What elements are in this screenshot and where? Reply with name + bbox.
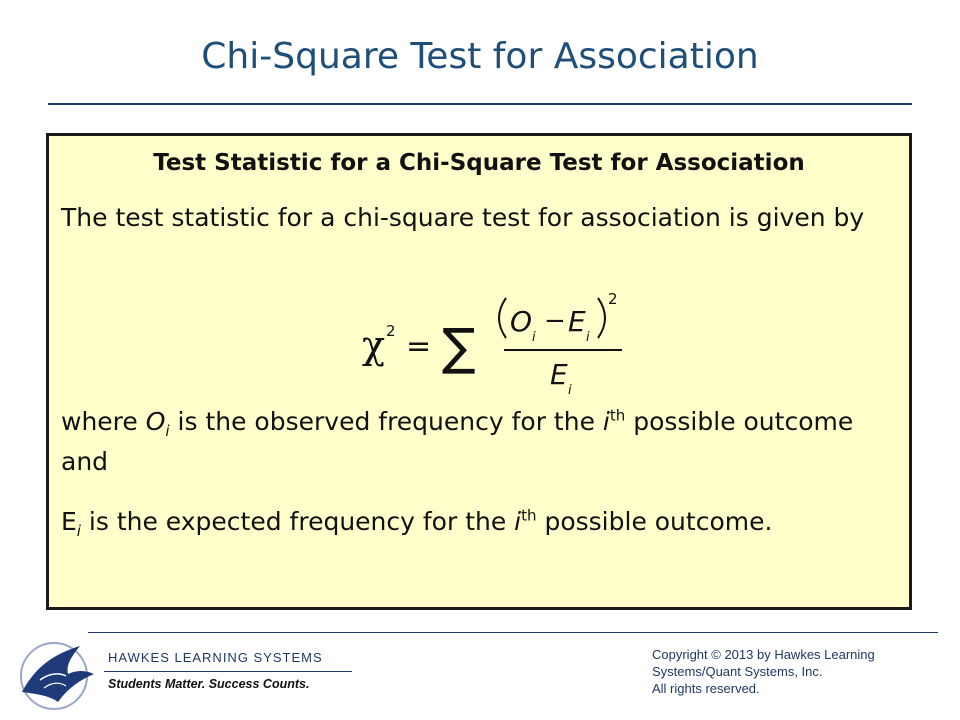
chi-exponent: 2 [386, 322, 396, 340]
where-text-2: is the observed frequency for the [169, 407, 603, 436]
where-observed-text [61, 402, 901, 482]
denominator-E: E [550, 358, 568, 391]
definition-heading: Test Statistic for a Chi-Square Test for Association [153, 150, 805, 176]
chi-symbol: χ [362, 323, 386, 367]
denominator-E-subscript: i [568, 383, 572, 396]
ith-symbol: i [602, 407, 610, 436]
brand-underline [104, 671, 352, 672]
definition-box [46, 133, 912, 610]
hawk-logo-icon [14, 636, 98, 712]
expected-symbol: E [61, 507, 77, 536]
expected-subscript: i [76, 522, 81, 540]
left-paren [499, 298, 506, 338]
intro-text: The test statistic for a chi-square test for association is given by [61, 203, 865, 232]
equals-sign: = [406, 329, 432, 364]
where-text-3: possible outcome and [61, 407, 854, 476]
numerator-O-subscript: i [532, 330, 536, 345]
numerator-E: E [568, 305, 586, 338]
where-text-1: where [61, 407, 146, 436]
ith-superscript: th [609, 406, 626, 425]
expected-text [61, 502, 901, 542]
numerator-O: O [510, 305, 533, 338]
summation-symbol: ∑ [442, 318, 476, 376]
footer-divider [88, 632, 938, 633]
brand-tagline: Students Matter. Success Counts. [108, 677, 310, 691]
right-paren [598, 298, 605, 338]
copyright-line-1: Copyright © 2013 by Hawkes Learning [652, 647, 875, 662]
expected-text-2: possible outcome. [536, 507, 773, 536]
copyright-line-3: All rights reserved. [652, 681, 760, 696]
ith-symbol-2: i [514, 507, 522, 536]
copyright-notice [652, 646, 952, 697]
observed-subscript: i [165, 422, 170, 440]
copyright-line-2: Systems/Quant Systems, Inc. [652, 664, 823, 679]
brand-name: HAWKES LEARNING SYSTEMS [108, 650, 323, 665]
chi-square-formula [354, 286, 624, 396]
slide-title: Chi-Square Test for Association [201, 36, 759, 77]
title-divider [48, 103, 912, 105]
ith-superscript-2: th [521, 506, 537, 525]
minus-sign: − [544, 306, 566, 336]
observed-symbol: O [145, 407, 166, 436]
numerator-E-subscript: i [586, 330, 590, 345]
expected-text-1: is the expected frequency for the [80, 507, 515, 536]
numerator-exponent: 2 [608, 290, 618, 308]
